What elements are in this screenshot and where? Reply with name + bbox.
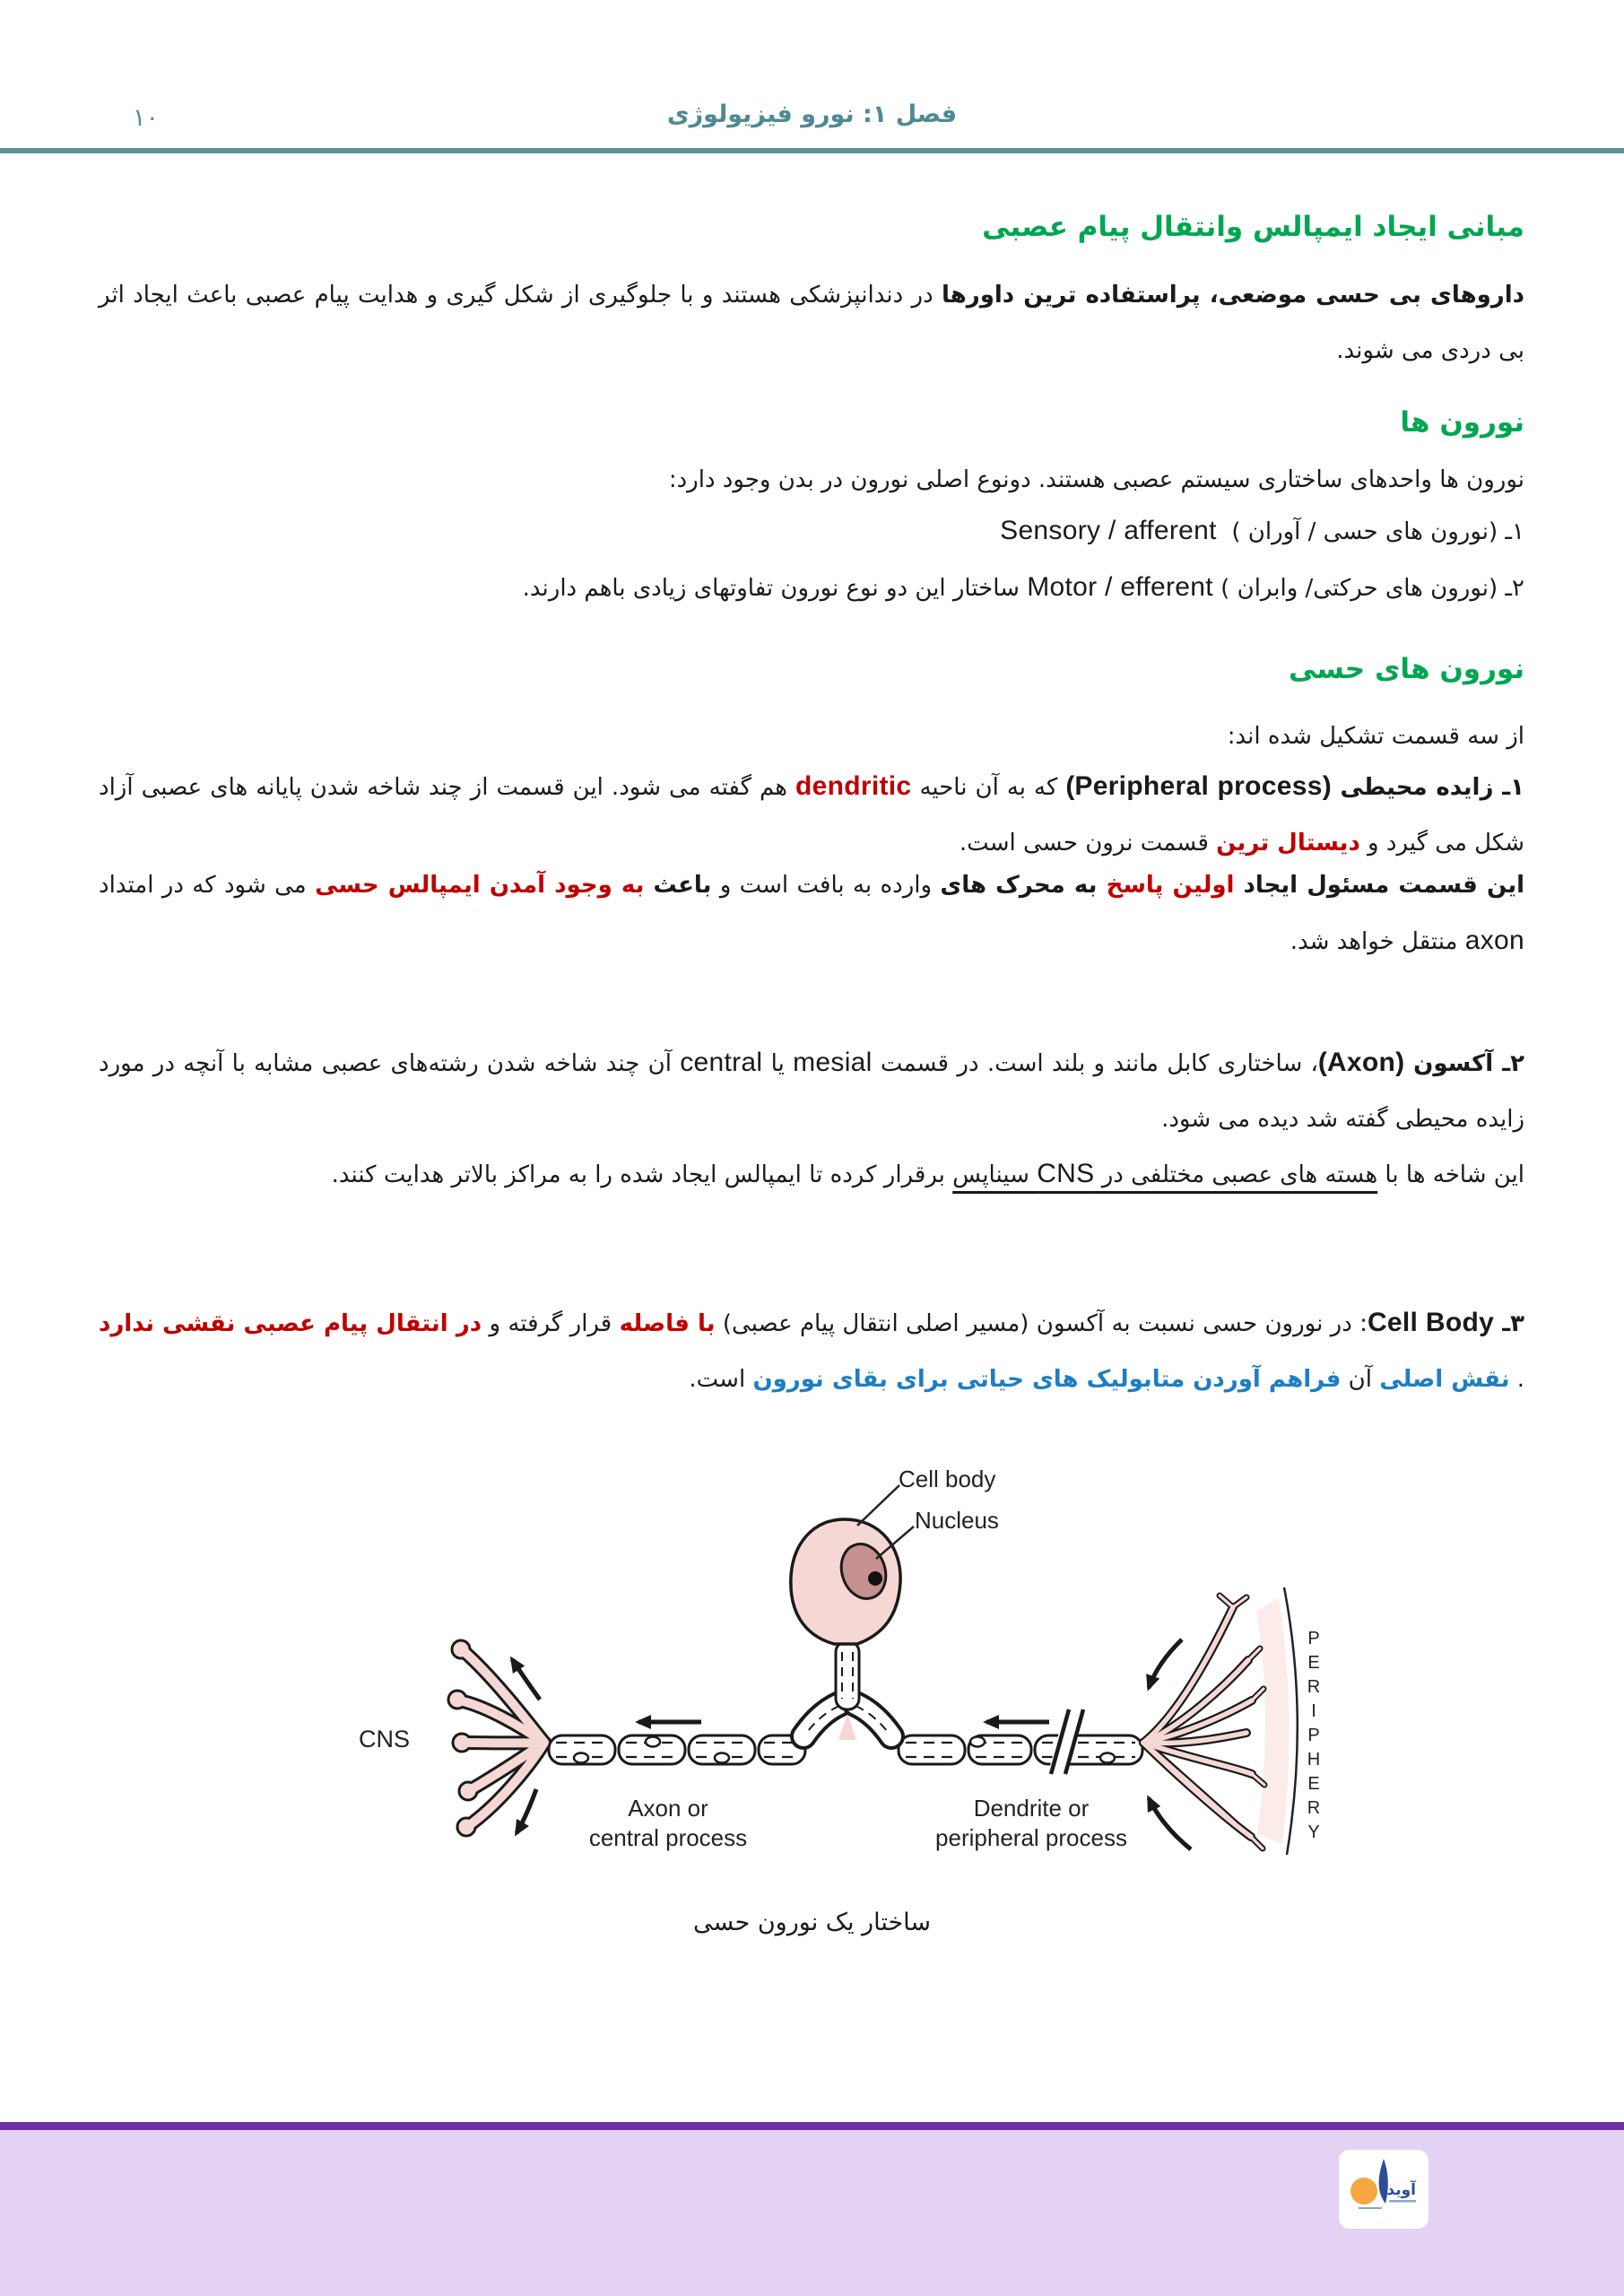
- text-run: با فاصله: [619, 1310, 716, 1337]
- paragraph-peripheral-process: [91, 759, 1524, 871]
- text-run: فراهم آوردن متابولیک های حیاتی برای بقای نورون: [752, 1366, 1342, 1393]
- section-heading-impulse-basics: مبانی ایجاد ایمپالس وانتقال پیام عصبی: [982, 211, 1524, 243]
- text-run: که به آن ناحیه: [911, 774, 1066, 801]
- logo-tagline-line: [1389, 2200, 1416, 2203]
- list-item-sensory-neurons: [99, 503, 1524, 560]
- header-divider: [0, 148, 1624, 153]
- nucleus-label: Nucleus: [915, 1507, 999, 1534]
- logo-tagline-line2: [1359, 2207, 1382, 2209]
- text-run: می شود که در امتداد: [91, 872, 316, 899]
- section-heading-sensory-neurons: نورون های حسی: [1288, 653, 1524, 685]
- paragraph-axon: [91, 1035, 1525, 1147]
- text-run: نورون ها واحدهای ساختاری سیستم عصبی هستند. دونوع اصلی نورون در بدن وجود دارد:: [668, 466, 1524, 493]
- text-run: نقش اصلی: [1379, 1366, 1510, 1393]
- text-run: اولین پاسخ: [1106, 872, 1235, 899]
- text-run: منتقل خواهد شد.: [1290, 928, 1465, 955]
- text-run: ۳ـ: [1494, 1310, 1524, 1337]
- text-run: CNS: [1037, 1159, 1095, 1188]
- text-run: از سه قسمت تشکیل شده اند:: [1227, 723, 1524, 750]
- text-run: یا: [762, 1050, 794, 1077]
- text-run: Motor / efferent: [1027, 572, 1213, 602]
- text-run: دیستال ترین: [1216, 830, 1360, 857]
- logo-sun-icon: [1350, 2178, 1377, 2205]
- text-run: : در نورون حسی نسبت به آکسون (مسیر اصلی انتقال پیام عصبی): [715, 1310, 1368, 1337]
- paragraph-local-anesthetics: [91, 267, 1524, 378]
- text-run: ۲ـ (نورون های حرکتی/ وابران ): [1212, 575, 1524, 602]
- dendrite-label: [915, 1794, 1148, 1853]
- publisher-logo: [1339, 2150, 1429, 2229]
- text-run: .: [91, 1310, 1524, 1393]
- cell-body-stem: [836, 1641, 859, 1709]
- text-run: است.: [689, 1366, 753, 1393]
- logo-wordmark: آوید: [1386, 2181, 1416, 2199]
- text-run: در انتقال پیام عصبی نقشی ندارد: [99, 1310, 482, 1337]
- chapter-title: فصل ۱: نورو فیزیولوژی: [666, 100, 958, 128]
- periphery-wash: [1256, 1598, 1290, 1844]
- text-run: ۱ـ زایده محیطی: [1331, 774, 1524, 801]
- text-run: ، ساختاری کابل مانند و بلند است. در قسمت: [872, 1050, 1318, 1077]
- text-run: هسته های عصبی مختلفی در: [1094, 1161, 1378, 1188]
- text-run: (Peripheral process): [1065, 771, 1332, 801]
- dendrite-label-line2: peripheral process: [935, 1824, 1127, 1851]
- text-run: به محرک های: [940, 872, 1107, 899]
- paragraph-cell-body: [91, 1295, 1524, 1407]
- footer-divider: [0, 2122, 1624, 2130]
- text-run: Cell Body: [1367, 1308, 1495, 1337]
- text-run: داروهای بی حسی موضعی، پراستفاده ترین داورها: [941, 282, 1524, 309]
- text-run: central: [680, 1048, 763, 1077]
- text-run: ۱ـ (نورون های حسی / آوران ): [1216, 518, 1524, 545]
- text-run: این قسمت مسئول ایجاد: [1234, 872, 1525, 899]
- periphery-label: PERIPHERY: [1304, 1629, 1324, 1847]
- text-run: آن: [1341, 1366, 1380, 1393]
- text-run: Sensory / afferent: [1000, 516, 1217, 545]
- text-run: هم گفته می شود. این قسمت از چند شاخه شدن پایانه های عصبی آزاد شکل می گیرد و: [91, 774, 1524, 857]
- paragraph-three-parts: [99, 709, 1524, 764]
- text-run: ساختار این دو نوع نورون تفاوتهای زیادی باهم دارند.: [522, 575, 1028, 602]
- logo-graphic: [1339, 2150, 1429, 2229]
- paragraph-neuron-intro: [99, 452, 1524, 508]
- page-number: ۱۰: [133, 104, 160, 132]
- axon-label-line1: Axon or: [628, 1795, 708, 1822]
- section-heading-neurons: نورون ها: [1400, 406, 1524, 439]
- text-run: mesial: [793, 1048, 873, 1077]
- text-run: قرار گرفته و: [482, 1310, 620, 1337]
- text-run: آن چند شاخه شدن رشته‌های عصبی مشابه با آنچه در مورد زایده محیطی گفته شد دیده می شود.: [91, 1050, 1524, 1133]
- text-run: ۲ـ آکسون: [1404, 1050, 1525, 1077]
- text-run: dendritic: [795, 771, 912, 801]
- text-run: وارده به بافت است و: [711, 872, 941, 899]
- nucleolus-dot: [868, 1571, 882, 1586]
- text-run: در دندانپزشکی هستند و با جلوگیری از شکل گیری و هدایت پیام عصبی باعث ایجاد اثر بی دردی می شوند.: [91, 282, 1524, 364]
- text-run: قسمت نرون حسی است.: [959, 830, 1217, 857]
- text-run: (Axon): [1317, 1048, 1405, 1077]
- paragraph-cns-synapse: [99, 1146, 1524, 1203]
- text-run: برقرار کرده تا ایمپالس ایجاد شده را به مراکز بالاتر هدایت کنند.: [331, 1161, 953, 1188]
- axon-label-line2: central process: [588, 1824, 748, 1851]
- text-run: axon: [1464, 926, 1524, 955]
- cns-label: CNS: [359, 1726, 411, 1752]
- dendrite-label-line1: Dendrite or: [973, 1795, 1090, 1822]
- axon-label: [556, 1794, 780, 1853]
- text-run: این شاخه ها با: [1377, 1161, 1524, 1188]
- cell-body-label: Cell body: [899, 1465, 996, 1492]
- peripheral-branches-outline: [1143, 1607, 1252, 1837]
- list-item-motor-neurons: [99, 560, 1524, 616]
- text-run: به وجود آمدن ایمپالس حسی: [315, 872, 645, 899]
- neuron-diagram: [350, 1462, 1408, 1883]
- text-run: باعث: [644, 872, 712, 899]
- text-run: سیناپس: [952, 1161, 1038, 1188]
- figure-caption: ساختار یک نورون حسی: [692, 1909, 932, 1936]
- paragraph-first-response: [91, 857, 1525, 970]
